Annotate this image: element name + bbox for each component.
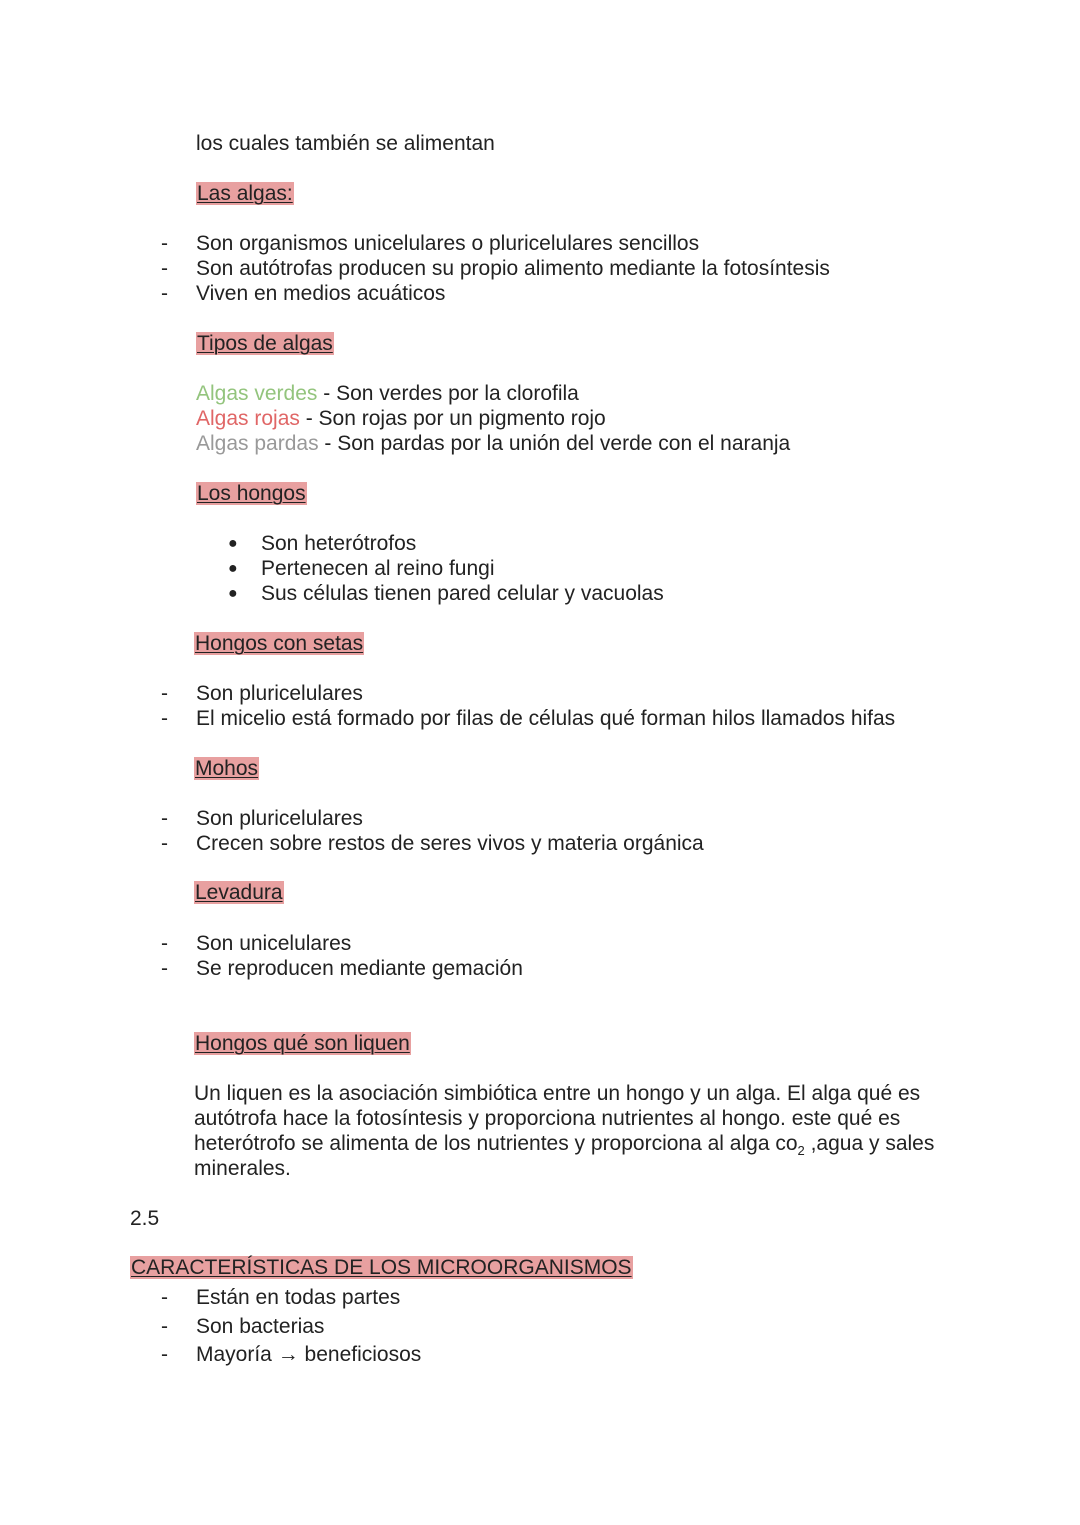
list-item: El micelio está formado por filas de células qué forman hilos llamados hifas [196,707,896,730]
heading-liquen-label: Hongos qué son liquen [195,1032,410,1055]
liquen-paragraph [194,1081,974,1181]
alga-row-pardas [196,431,790,456]
alga-name: Algas rojas [196,407,300,430]
heading-mohos-label: Mohos [195,757,259,780]
heading-microorganismos [130,1255,633,1280]
heading-hongos [196,481,307,506]
section-number: 2.5 [130,1207,160,1230]
dash-marker: - [161,1315,168,1338]
list-item: Pertenecen al reino fungi [261,557,495,580]
list-item: Se reproducen mediante gemación [196,957,523,980]
list-item: Son bacterias [196,1315,325,1338]
list-item: Son pluricelulares [196,682,363,705]
list-item: Son unicelulares [196,932,352,955]
list-item: Son heterótrofos [261,532,417,555]
alga-name: Algas verdes [196,382,318,405]
bullet-icon: ● [228,560,238,577]
dash-marker: - [161,1343,168,1366]
heading-liquen [194,1031,411,1056]
dash-marker: - [161,932,168,955]
liquen-subscript: 2 [797,1143,805,1159]
heading-algas [196,181,294,206]
liquen-text-end: ,agua y sales minerales. [194,1132,935,1180]
bullet-icon: ● [228,535,238,552]
list-item: Son autótrofas producen su propio alimento mediante la fotosíntesis [196,257,830,280]
alga-desc: - Son pardas por la unión del verde con el naranja [318,432,791,455]
heading-setas-label: Hongos con setas [195,632,364,655]
heading-levadura [194,880,284,905]
alga-row-rojas [196,406,606,431]
bullet-icon: ● [228,585,238,602]
dash-marker: - [161,257,168,280]
intro-text: los cuales también se alimentan [196,132,495,155]
list-item: Son organismos unicelulares o pluricelulares sencillos [196,232,700,255]
heading-hongos-label: Los hongos [197,482,306,505]
dash-marker: - [161,707,168,730]
list-item: Son pluricelulares [196,807,363,830]
dash-marker: - [161,807,168,830]
heading-microorganismos-label: CARACTERÍSTICAS DE LOS MICROORGANISMOS [131,1256,632,1279]
dash-marker: - [161,1286,168,1309]
list-item: Están en todas partes [196,1286,401,1309]
liquen-text: Un liquen es la asociación simbiótica entre un hongo y un alga. El alga qué es autótrofa hace la fotosíntesis y proporciona nutrientes al hongo. este qué es heterótrofo se alimenta de los nutrientes y proporciona al alga co [194,1082,921,1155]
alga-desc: - Son rojas por un pigmento rojo [299,407,606,430]
dash-marker: - [161,957,168,980]
alga-name: Algas pardas [196,432,319,455]
heading-tipos [196,331,334,356]
dash-marker: - [161,682,168,705]
heading-algas-label: Las algas: [197,182,293,205]
dash-marker: - [161,282,168,305]
list-item: Mayoría → beneficiosos [196,1343,422,1366]
heading-mohos [194,756,259,781]
list-item: Crecen sobre restos de seres vivos y materia orgánica [196,832,704,855]
list-item: Sus células tienen pared celular y vacuolas [261,582,664,605]
alga-row-verdes [196,381,579,406]
heading-levadura-label: Levadura [195,881,283,904]
list-item: Viven en medios acuáticos [196,282,446,305]
heading-tipos-label: Tipos de algas [197,332,333,355]
alga-desc: - Son verdes por la clorofila [317,382,579,405]
dash-marker: - [161,232,168,255]
dash-marker: - [161,832,168,855]
heading-setas [194,631,364,656]
